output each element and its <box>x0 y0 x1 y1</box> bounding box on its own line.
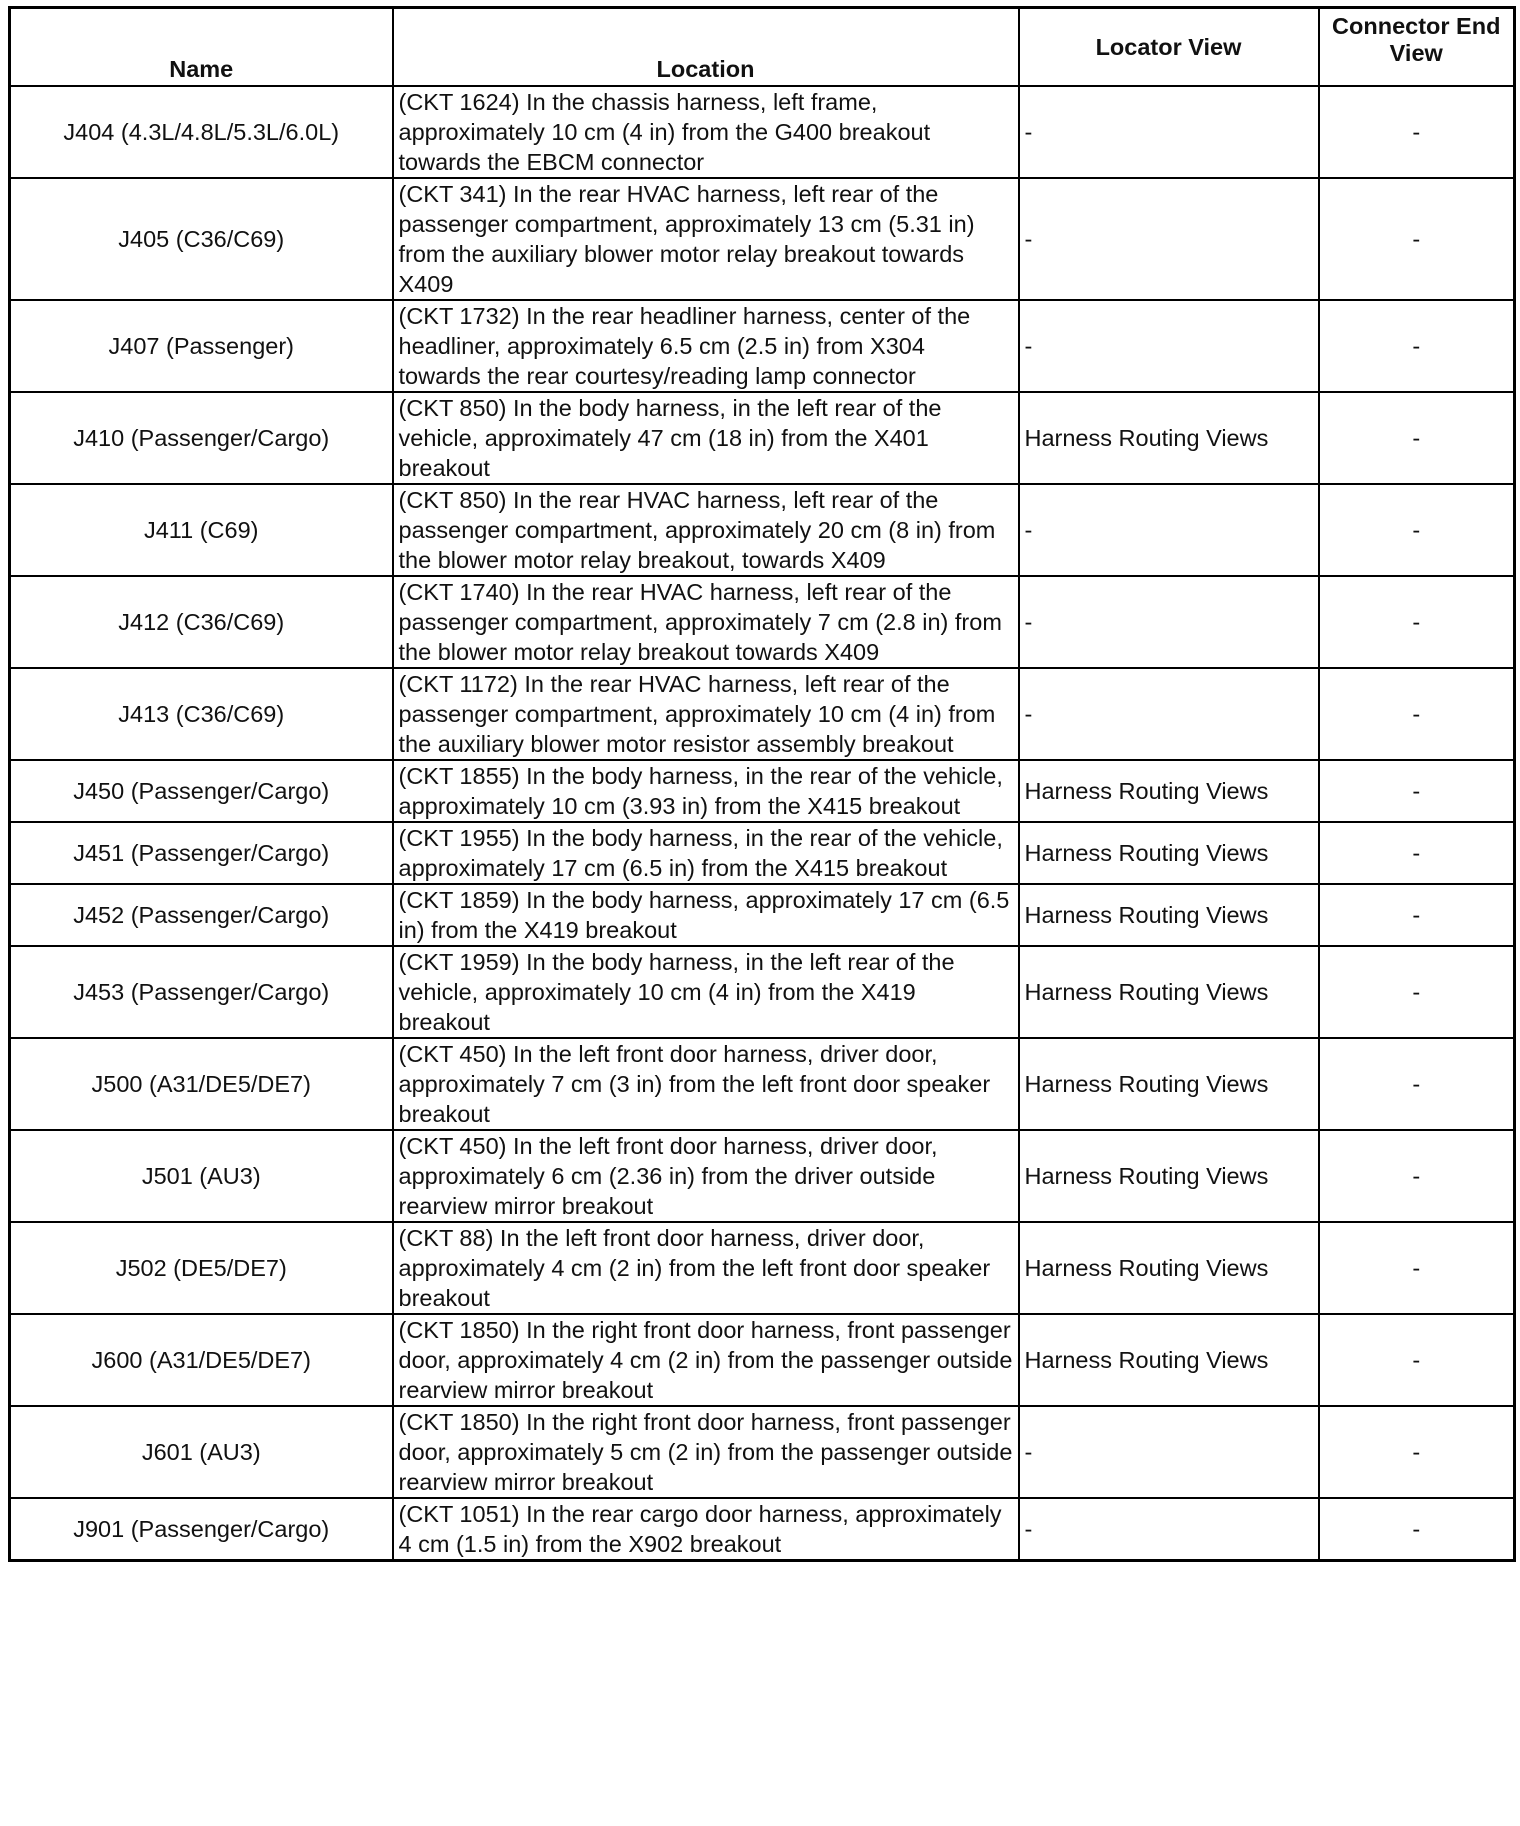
splice-name-cell: J407 (Passenger) <box>10 300 393 392</box>
splice-name-cell: J502 (DE5/DE7) <box>10 1222 393 1314</box>
splice-location-cell: (CKT 1624) In the chassis harness, left frame, approximately 10 cm (4 in) from the G400 breakout towards the EBCM connector <box>393 86 1019 178</box>
locator-view-cell: - <box>1019 86 1319 178</box>
locator-view-cell: - <box>1019 1406 1319 1498</box>
table-row <box>10 86 1515 178</box>
header-connector-end-view: Connector End View <box>1319 8 1515 87</box>
connector-end-view-cell: - <box>1319 1498 1515 1561</box>
table-row <box>10 822 1515 884</box>
connector-end-view-cell: - <box>1319 484 1515 576</box>
connector-end-view-cell: - <box>1319 1314 1515 1406</box>
table-row <box>10 1038 1515 1130</box>
table-row <box>10 300 1515 392</box>
table-row <box>10 1222 1515 1314</box>
locator-view-cell: - <box>1019 1498 1319 1561</box>
splice-name-cell: J405 (C36/C69) <box>10 178 393 300</box>
splice-name-cell: J404 (4.3L/4.8L/5.3L/6.0L) <box>10 86 393 178</box>
header-row <box>10 8 1515 87</box>
splice-location-cell: (CKT 1172) In the rear HVAC harness, left rear of the passenger compartment, approximately 10 cm (4 in) from the auxiliary blower motor resistor assembly breakout <box>393 668 1019 760</box>
connector-end-view-cell: - <box>1319 1222 1515 1314</box>
connector-end-view-cell: - <box>1319 576 1515 668</box>
splice-name-cell: J410 (Passenger/Cargo) <box>10 392 393 484</box>
locator-view-cell: - <box>1019 178 1319 300</box>
splice-location-cell: (CKT 1955) In the body harness, in the rear of the vehicle, approximately 17 cm (6.5 in) from the X415 breakout <box>393 822 1019 884</box>
locator-view-cell: Harness Routing Views <box>1019 1130 1319 1222</box>
header-locator-view: Locator View <box>1019 8 1319 87</box>
locator-view-cell: Harness Routing Views <box>1019 1314 1319 1406</box>
connector-end-view-cell: - <box>1319 392 1515 484</box>
table-row <box>10 760 1515 822</box>
header-location: Location <box>393 8 1019 87</box>
header-name: Name <box>10 8 393 87</box>
splice-location-cell: (CKT 88) In the left front door harness, driver door, approximately 4 cm (2 in) from the left front door speaker breakout <box>393 1222 1019 1314</box>
splice-name-cell: J411 (C69) <box>10 484 393 576</box>
connector-end-view-cell: - <box>1319 300 1515 392</box>
connector-end-view-cell: - <box>1319 822 1515 884</box>
table-row <box>10 576 1515 668</box>
splice-location-cell: (CKT 1740) In the rear HVAC harness, left rear of the passenger compartment, approximately 7 cm (2.8 in) from the blower motor relay breakout towards X409 <box>393 576 1019 668</box>
table-row <box>10 1406 1515 1498</box>
splice-location-cell: (CKT 850) In the rear HVAC harness, left rear of the passenger compartment, approximately 20 cm (8 in) from the blower motor relay breakout, towards X409 <box>393 484 1019 576</box>
connector-end-view-cell: - <box>1319 884 1515 946</box>
connector-end-view-cell: - <box>1319 86 1515 178</box>
locator-view-cell: Harness Routing Views <box>1019 822 1319 884</box>
table-row <box>10 392 1515 484</box>
table-row <box>10 1130 1515 1222</box>
table-row <box>10 884 1515 946</box>
table-row <box>10 178 1515 300</box>
connector-end-view-cell: - <box>1319 1406 1515 1498</box>
splice-location-cell: (CKT 1732) In the rear headliner harness, center of the headliner, approximately 6.5 cm (2.5 in) from X304 towards the rear courtesy/reading lamp connector <box>393 300 1019 392</box>
connector-end-view-cell: - <box>1319 668 1515 760</box>
locator-view-cell: Harness Routing Views <box>1019 1222 1319 1314</box>
table-row <box>10 1314 1515 1406</box>
locator-view-cell: - <box>1019 576 1319 668</box>
locator-view-cell: - <box>1019 484 1319 576</box>
table-row <box>10 668 1515 760</box>
splice-name-cell: J601 (AU3) <box>10 1406 393 1498</box>
splice-name-cell: J901 (Passenger/Cargo) <box>10 1498 393 1561</box>
locator-view-cell: Harness Routing Views <box>1019 946 1319 1038</box>
splice-name-cell: J450 (Passenger/Cargo) <box>10 760 393 822</box>
connector-end-view-cell: - <box>1319 1038 1515 1130</box>
splice-location-cell: (CKT 1850) In the right front door harness, front passenger door, approximately 5 cm (2 in) from the passenger outside rearview mirror breakout <box>393 1406 1019 1498</box>
splice-name-cell: J600 (A31/DE5/DE7) <box>10 1314 393 1406</box>
table-body <box>10 86 1515 1561</box>
locator-view-cell: Harness Routing Views <box>1019 392 1319 484</box>
locator-view-cell: Harness Routing Views <box>1019 760 1319 822</box>
table-row <box>10 484 1515 576</box>
table-row <box>10 1498 1515 1561</box>
splice-location-cell: (CKT 1859) In the body harness, approximately 17 cm (6.5 in) from the X419 breakout <box>393 884 1019 946</box>
splice-location-cell: (CKT 1850) In the right front door harness, front passenger door, approximately 4 cm (2 in) from the passenger outside rearview mirror breakout <box>393 1314 1019 1406</box>
splice-name-cell: J413 (C36/C69) <box>10 668 393 760</box>
connector-end-view-cell: - <box>1319 946 1515 1038</box>
splice-location-cell: (CKT 1855) In the body harness, in the rear of the vehicle, approximately 10 cm (3.93 in) from the X415 breakout <box>393 760 1019 822</box>
locator-view-cell: - <box>1019 300 1319 392</box>
splice-name-cell: J452 (Passenger/Cargo) <box>10 884 393 946</box>
locator-view-cell: Harness Routing Views <box>1019 884 1319 946</box>
splice-name-cell: J412 (C36/C69) <box>10 576 393 668</box>
connector-end-view-cell: - <box>1319 178 1515 300</box>
table-header <box>10 8 1515 87</box>
splice-location-cell: (CKT 1959) In the body harness, in the left rear of the vehicle, approximately 10 cm (4 in) from the X419 breakout <box>393 946 1019 1038</box>
splice-name-cell: J500 (A31/DE5/DE7) <box>10 1038 393 1130</box>
table-row <box>10 946 1515 1038</box>
splice-name-cell: J451 (Passenger/Cargo) <box>10 822 393 884</box>
splice-name-cell: J453 (Passenger/Cargo) <box>10 946 393 1038</box>
splice-location-cell: (CKT 450) In the left front door harness, driver door, approximately 7 cm (3 in) from the left front door speaker breakout <box>393 1038 1019 1130</box>
splice-location-cell: (CKT 850) In the body harness, in the left rear of the vehicle, approximately 47 cm (18 in) from the X401 breakout <box>393 392 1019 484</box>
splice-location-cell: (CKT 341) In the rear HVAC harness, left rear of the passenger compartment, approximately 13 cm (5.31 in) from the auxiliary blower motor relay breakout towards X409 <box>393 178 1019 300</box>
connector-end-view-cell: - <box>1319 1130 1515 1222</box>
splice-name-cell: J501 (AU3) <box>10 1130 393 1222</box>
splice-location-table <box>8 6 1516 1562</box>
splice-location-cell: (CKT 1051) In the rear cargo door harness, approximately 4 cm (1.5 in) from the X902 breakout <box>393 1498 1019 1561</box>
splice-location-cell: (CKT 450) In the left front door harness, driver door, approximately 6 cm (2.36 in) from the driver outside rearview mirror breakout <box>393 1130 1019 1222</box>
locator-view-cell: Harness Routing Views <box>1019 1038 1319 1130</box>
connector-end-view-cell: - <box>1319 760 1515 822</box>
locator-view-cell: - <box>1019 668 1319 760</box>
